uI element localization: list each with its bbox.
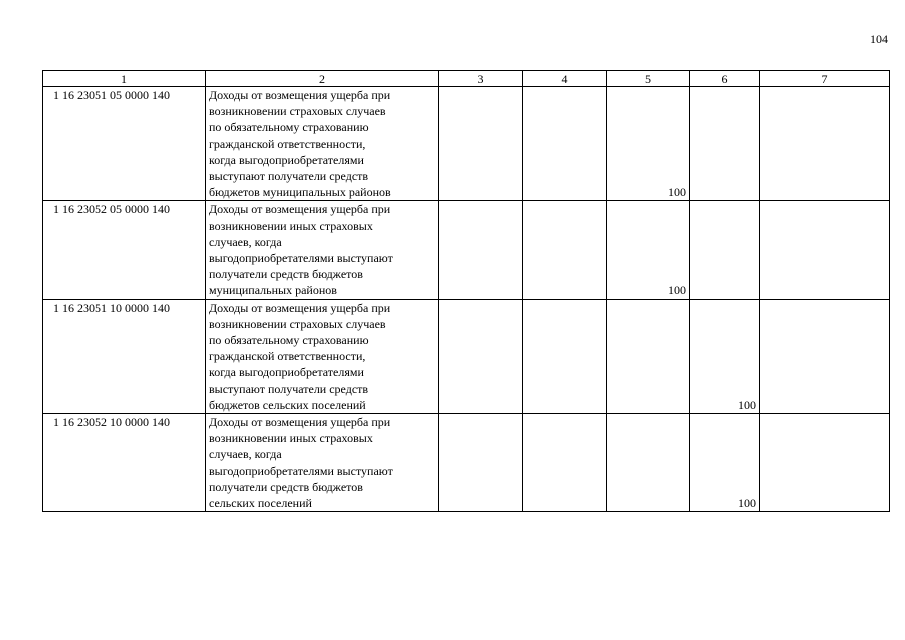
revenue-name-line: когда выгодоприобретателями — [209, 152, 364, 167]
revenue-name-line: Доходы от возмещения ущерба при — [209, 88, 391, 102]
revenue-name-line: возникновении иных страховых — [209, 218, 373, 233]
revenue-name-line: бюджетов муниципальных районов — [209, 185, 391, 200]
column-5-cell — [607, 299, 690, 413]
revenue-name-line: муниципальных районов — [209, 283, 337, 298]
column-3-cell — [439, 201, 523, 299]
column-header-7: 7 — [760, 71, 890, 87]
column-3-cell — [439, 299, 523, 413]
page-number: 104 — [870, 32, 888, 46]
revenue-name-line: гражданской ответственности, — [209, 349, 366, 364]
revenue-name-line: возникновении иных страховых — [209, 431, 373, 446]
column-header-1: 1 — [43, 71, 206, 87]
column-7-cell — [760, 87, 890, 201]
column-7-cell — [760, 414, 890, 512]
column-number-row — [43, 71, 890, 87]
revenue-code-cell: 1 16 23052 05 0000 140 — [43, 201, 206, 299]
column-6-cell: 100 — [690, 414, 760, 512]
revenue-name-line: гражданской ответственности, — [209, 136, 366, 151]
revenue-name-line: получатели средств бюджетов — [209, 267, 363, 282]
table-row — [43, 87, 890, 201]
budget-classification-table — [42, 70, 890, 512]
revenue-name-line: сельских поселений — [209, 496, 312, 511]
column-6-cell — [690, 201, 760, 299]
revenue-name-line: по обязательному страхованию — [209, 120, 369, 135]
revenue-name-line: возникновении страховых случаев — [209, 316, 386, 331]
revenue-code-cell: 1 16 23052 10 0000 140 — [43, 414, 206, 512]
column-4-cell — [523, 87, 607, 201]
column-4-cell — [523, 299, 607, 413]
table-row — [43, 414, 890, 512]
column-7-cell — [760, 201, 890, 299]
column-4-cell — [523, 414, 607, 512]
revenue-name-line: когда выгодоприобретателями — [209, 365, 364, 380]
revenue-name-line: выступают получатели средств — [209, 169, 369, 184]
revenue-name-cell — [206, 299, 439, 413]
revenue-name-line: Доходы от возмещения ущерба при — [209, 202, 391, 217]
column-5-cell: 100 — [607, 201, 690, 299]
column-6-cell — [690, 87, 760, 201]
revenue-name-line: случаев, когда — [209, 447, 282, 462]
revenue-name-line: Доходы от возмещения ущерба при — [209, 300, 391, 315]
revenue-name-line: по обязательному страхованию — [209, 333, 369, 348]
column-5-cell: 100 — [607, 87, 690, 201]
revenue-name-cell — [206, 414, 439, 512]
revenue-name-line: получатели средств бюджетов — [209, 479, 363, 494]
revenue-code-cell: 1 16 23051 10 0000 140 — [43, 299, 206, 413]
column-header-6: 6 — [690, 71, 760, 87]
table-row — [43, 201, 890, 299]
column-6-cell: 100 — [690, 299, 760, 413]
column-3-cell — [439, 414, 523, 512]
column-header-3: 3 — [439, 71, 523, 87]
revenue-name-cell — [206, 87, 439, 201]
revenue-name-line: выгодоприобретателями выступают — [209, 463, 393, 478]
revenue-name-line: выгодоприобретателями выступают — [209, 251, 393, 266]
revenue-name-line: бюджетов сельских поселений — [209, 397, 366, 412]
column-header-5: 5 — [607, 71, 690, 87]
column-4-cell — [523, 201, 607, 299]
revenue-name-line: возникновении страховых случаев — [209, 104, 386, 119]
revenue-name-line: выступают получатели средств — [209, 381, 369, 396]
column-header-2: 2 — [206, 71, 439, 87]
column-7-cell — [760, 299, 890, 413]
revenue-name-line: случаев, когда — [209, 234, 282, 249]
column-5-cell — [607, 414, 690, 512]
revenue-name-cell — [206, 201, 439, 299]
table-row — [43, 299, 890, 413]
revenue-code-cell: 1 16 23051 05 0000 140 — [43, 87, 206, 201]
revenue-name-line: Доходы от возмещения ущерба при — [209, 415, 391, 430]
column-3-cell — [439, 87, 523, 201]
column-header-4: 4 — [523, 71, 607, 87]
